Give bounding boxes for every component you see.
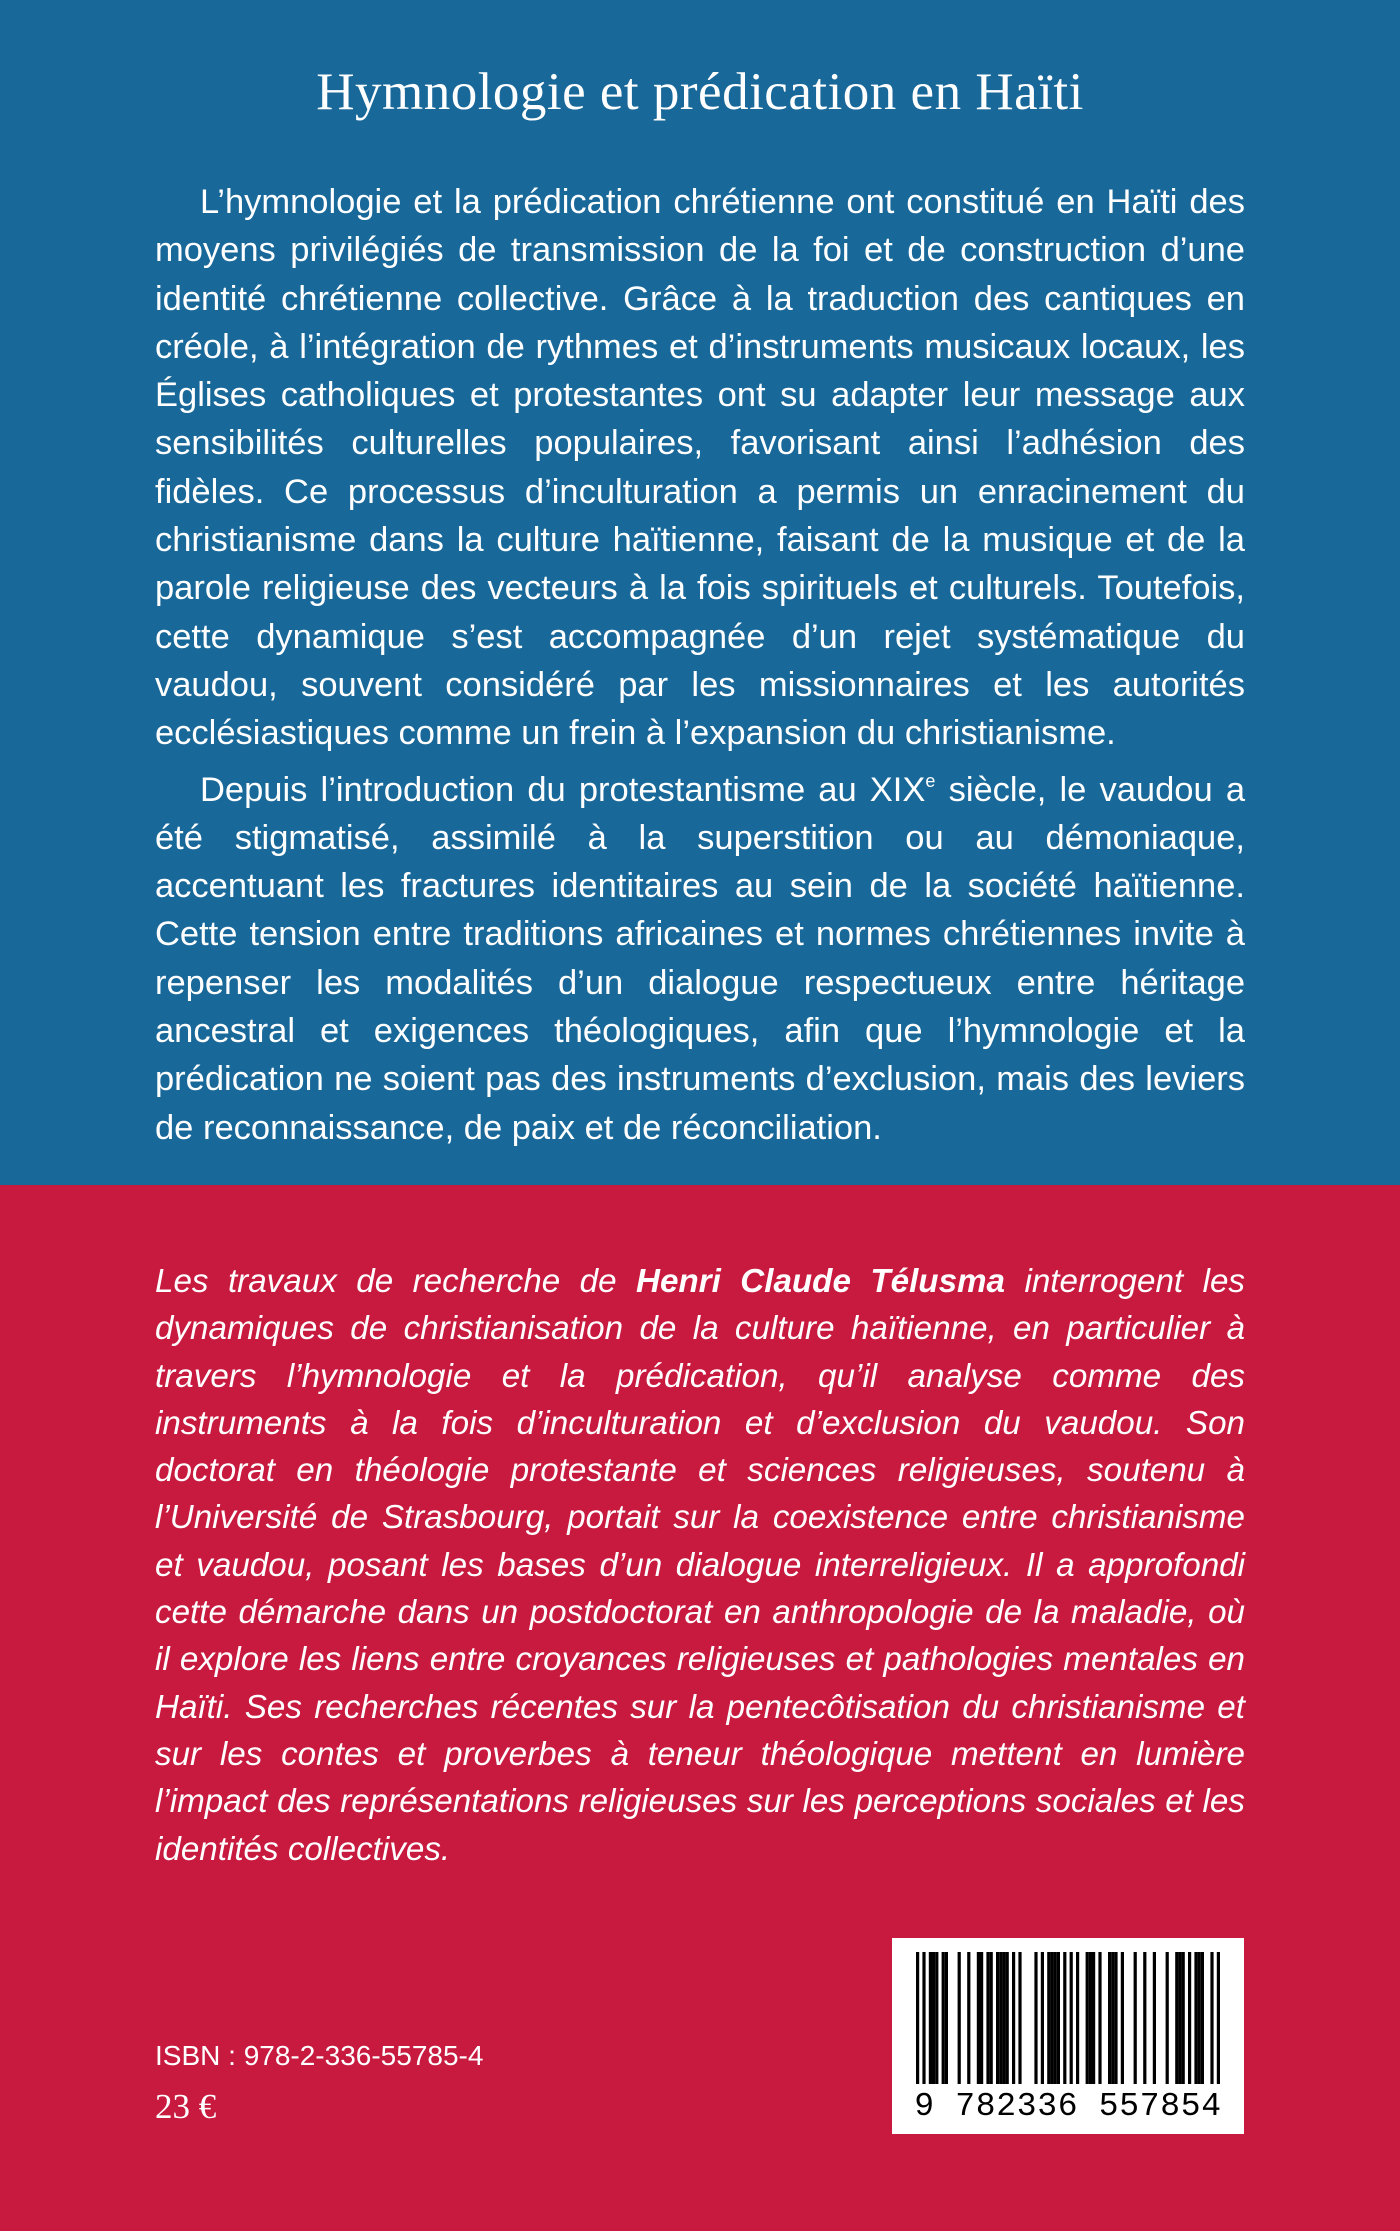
- summary-paragraph-2-end: siècle, le vaudou a été stigmatisé, assimilé à la superstition ou au démoniaque, accentuant les fractures identitaires au sein de la société haïtienne. Cette tension entre traditions africaines et normes chrétiennes invite à repenser les modalités d’un dialogue respectueux entre héritage ancestral et exigences théologiques, afin que l’hymnologie et la prédication ne soient pas des instruments d’exclusion, mais des leviers de reconnaissance, de paix et de réconciliation.: [155, 770, 1246, 1147]
- summary-paragraph-2: [155, 766, 1245, 1152]
- century-superscript: e: [925, 770, 936, 791]
- isbn-number: ISBN : 978-2-336-55785-4: [155, 2040, 484, 2071]
- summary-paragraph-2-start: Depuis l’introduction du protestantisme au XIX: [200, 770, 926, 809]
- book-title: Hymnologie et prédication en Haïti: [316, 63, 1084, 121]
- bio-intro: Les travaux de recherche de: [155, 1263, 636, 1300]
- book-summary: [155, 178, 1245, 1152]
- author-biography: [155, 1258, 1245, 1873]
- barcode-digits: 9 782336 557854: [914, 2088, 1222, 2125]
- bio-body: interrogent les dynamiques de christianisation de la culture haïtienne, en particulier à travers l’hymnologie et la prédication, qu’il analyse comme des instruments à la fois d’inculturation et d’exclusion du vaudou. Son doctorat en théologie protestante et sciences religieuses, soutenu à l’Université de Strasbourg, portait sur la coexistence entre christianisme et vaudou, posant les bases d’un dialogue interreligieux. Il a approfondi cette démarche dans un postdoctorat en anthropologie de la maladie, où il explore les liens entre croyances religieuses et pathologies mentales en Haïti. Ses recherches récentes sur la pentecôtisation du christianisme et sur les contes et proverbes à teneur théologique mettent en lumière l’impact des représentations religieuses sur les perceptions sociales et les identités collectives.: [155, 1263, 1245, 1868]
- summary-paragraph-1: L’hymnologie et la prédication chrétienne ont constitué en Haïti des moyens privilégiés de transmission de la foi et de construction d’une identité chrétienne collective. Grâce à la traduction des cantiques en créole, à l’intégration de rythmes et d’instruments musicaux locaux, les Églises catholiques et protestantes ont su adapter leur message aux sensibilités culturelles populaires, favorisant ainsi l’adhésion des fidèles. Ce processus d’inculturation a permis un enracinement du christianisme dans la culture haïtienne, faisant de la musique et de la parole religieuse des vecteurs à la fois spirituels et culturels. Toutefois, cette dynamique s’est accompagnée d’un rejet systématique du vaudou, souvent considéré par les missionnaires et les autorités ecclésiastiques comme un frein à l’expansion du christianisme.: [155, 183, 1245, 753]
- barcode: [892, 1938, 1244, 2134]
- price: 23 €: [155, 2087, 217, 2126]
- author-name: Henri Claude Télusma: [635, 1263, 1006, 1300]
